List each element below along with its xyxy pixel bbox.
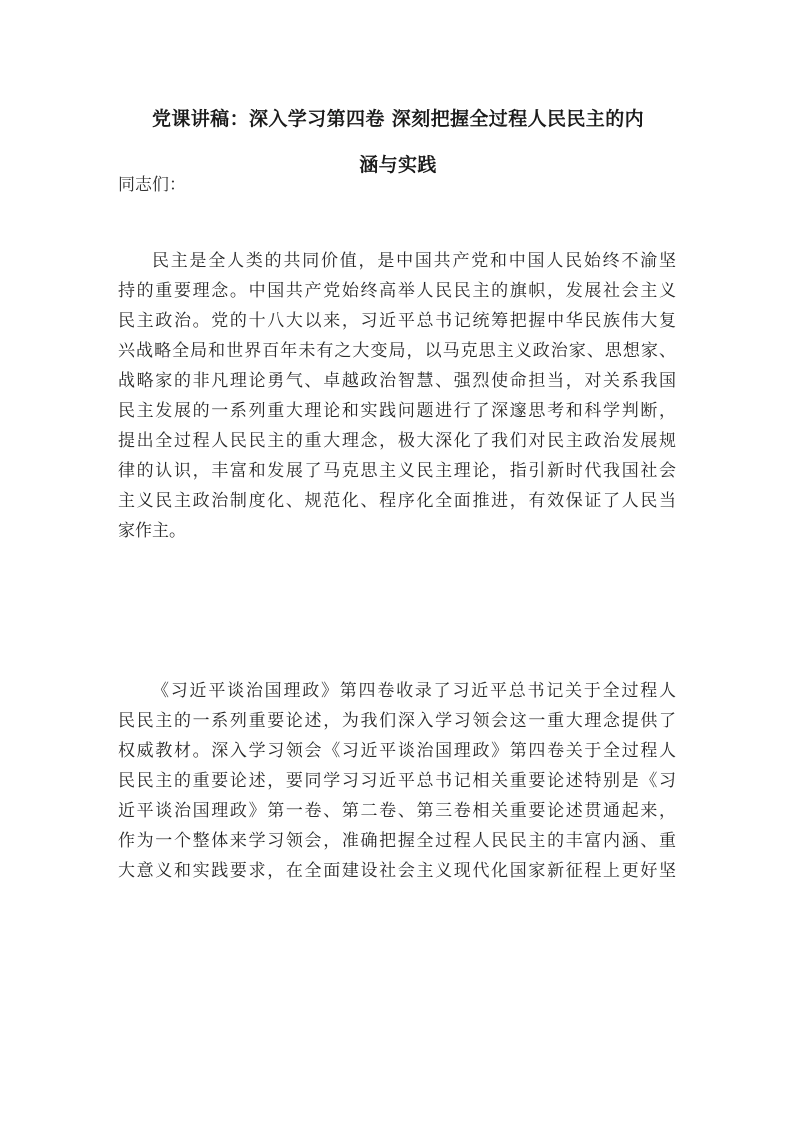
paragraph-line: 权威教材。深入学习领会《习近平谈治国理政》第四卷关于全过程人: [118, 741, 676, 761]
paragraph-line: 民主政治。党的十八大以来，习近平总书记统筹把握中华民族伟大复: [118, 311, 676, 331]
paragraph-line: 民民主的重要论述，要同学习习近平总书记相关重要论述特别是《习: [118, 771, 676, 791]
document-title: [118, 96, 678, 188]
paragraph-line: 民主是全人类的共同价值，是中国共产党和中国人民始终不渝坚: [152, 251, 676, 271]
paragraph-1: [118, 246, 676, 546]
greeting: 同志们：: [118, 175, 186, 195]
paragraph-line: 作为一个整体来学习领会，准确把握全过程人民民主的丰富内涵、重: [118, 831, 676, 851]
paragraph-line: 提出全过程人民民主的重大理念，极大深化了我们对民主政治发展规: [118, 431, 676, 451]
paragraph-line: 民民主的一系列重要论述，为我们深入学习领会这一重大理念提供了: [118, 711, 676, 731]
paragraph-line: 近平谈治国理政》第一卷、第二卷、第三卷相关重要论述贯通起来，: [118, 801, 676, 821]
paragraph-line: 《习近平谈治国理政》第四卷收录了习近平总书记关于全过程人: [152, 681, 676, 701]
paragraph-line: 战略家的非凡理论勇气、卓越政治智慧、强烈使命担当，对关系我国: [118, 371, 676, 391]
paragraph-line: 兴战略全局和世界百年未有之大变局，以马克思主义政治家、思想家、: [118, 341, 676, 361]
paragraph-line: 大意义和实践要求，在全面建设社会主义现代化国家新征程上更好坚: [118, 861, 676, 881]
paragraph-line: 持的重要理念。中国共产党始终高举人民民主的旗帜，发展社会主义: [118, 281, 676, 301]
paragraph-line: 民主发展的一系列重大理论和实践问题进行了深邃思考和科学判断，: [118, 401, 676, 421]
paragraph-line: 主义民主政治制度化、规范化、程序化全面推进，有效保证了人民当: [118, 491, 676, 511]
title-line-2: 涵与实践: [359, 154, 437, 176]
paragraph-2: [118, 676, 676, 886]
paragraph-line: 律的认识，丰富和发展了马克思主义民主理论，指引新时代我国社会: [118, 461, 676, 481]
title-line-1: 党课讲稿：深入学习第四卷 深刻把握全过程人民民主的内: [151, 108, 645, 130]
paragraph-line: 家作主。: [118, 521, 186, 541]
